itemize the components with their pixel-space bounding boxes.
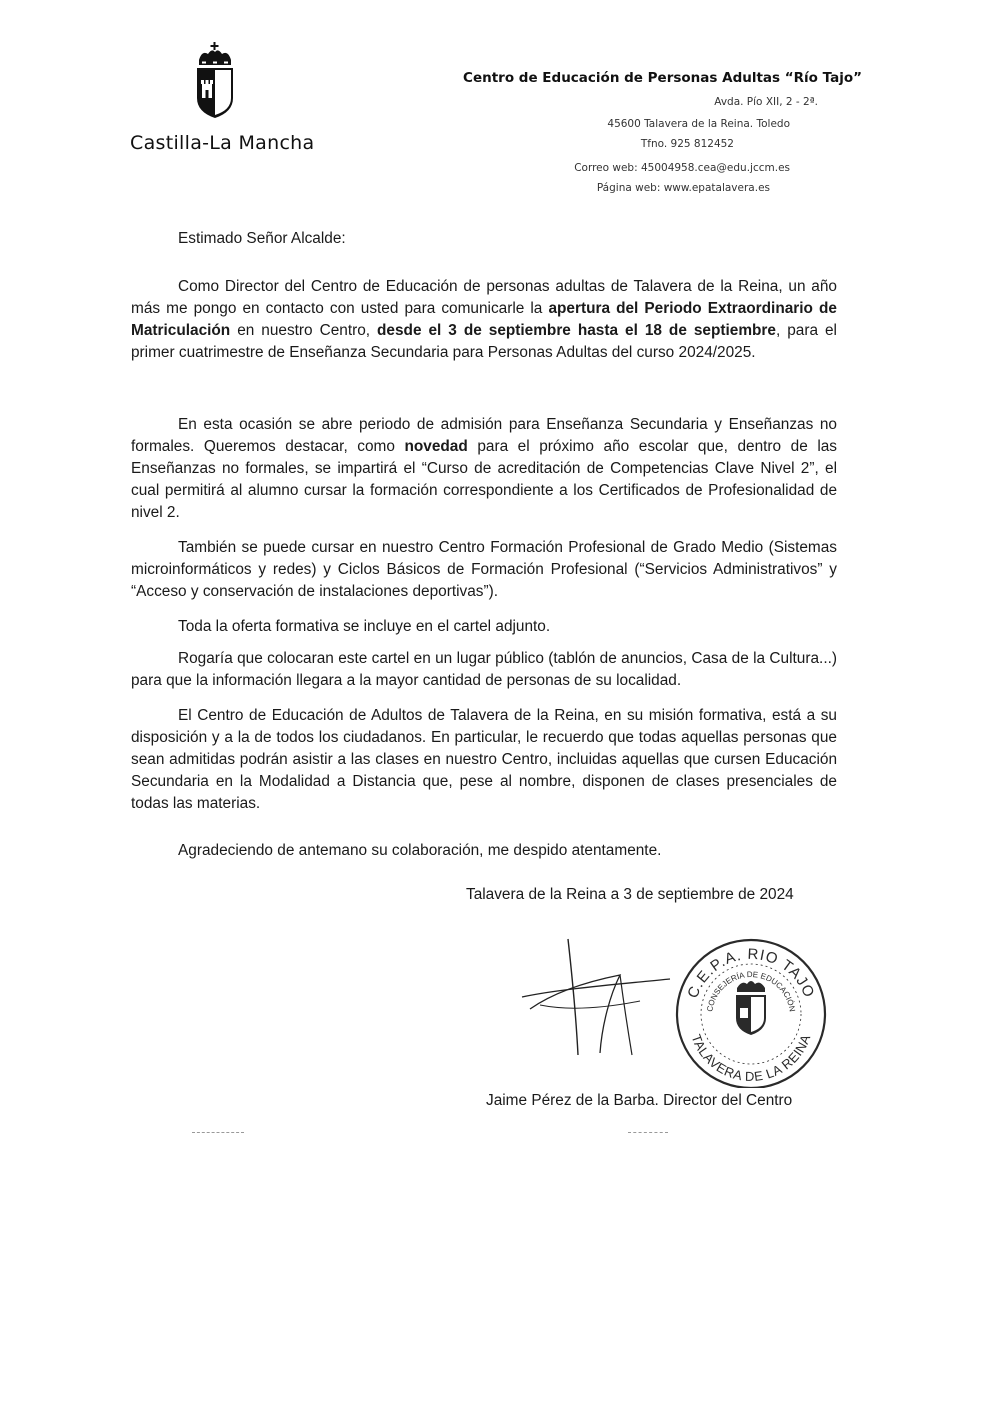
paragraph-text: En esta ocasión se abre periodo de admisión para Enseñanza Secundaria y Enseñanzas no formales. Queremos destacar, como xyxy=(131,416,837,455)
paragraph-closing xyxy=(131,840,837,862)
scan-mark-right xyxy=(628,1132,668,1134)
paragraph-availability xyxy=(131,705,837,815)
emphasis-text: apertura del Periodo Extraordinario de Matriculación xyxy=(131,300,837,339)
paragraph-text: , para el primer cuatrimestre de Enseñanza Secundaria para Personas Adultas del curso 2024/2025. xyxy=(131,322,837,361)
paragraph-text: en nuestro Centro, xyxy=(230,322,378,339)
stamp-inner-text: CONSEJERÍA DE EDUCACIÓN xyxy=(705,969,797,1013)
castle-coat-of-arms-icon xyxy=(192,40,238,120)
paragraph-poster-text: Toda la oferta formativa se incluye en el cartel adjunto. xyxy=(178,618,551,635)
address-line: Avda. Pío XII, 2 - 2ª. xyxy=(714,96,818,108)
letterhead xyxy=(422,70,862,194)
letter-date: Talavera de la Reina a 3 de septiembre de 2024 xyxy=(466,886,794,903)
stamp-bottom-text: TALAVERA DE LA REINA xyxy=(688,1032,814,1084)
paragraph-text: para el próximo año escolar que, dentro de las Enseñanzas no formales, se impartirá el “Curso de acreditación de Competencias Clave Nivel 2”, el cual permitirá al alumno cursar la formación correspondiente a los Certificados de Profesionalidad de nivel 2. xyxy=(131,438,837,521)
city-line: 45600 Talavera de la Reina. Toledo xyxy=(607,118,790,130)
emphasis-text: desde el 3 de septiembre hasta el 18 de septiembre xyxy=(377,322,776,339)
paragraph-admission xyxy=(131,414,837,524)
stamp-crest-icon xyxy=(736,981,766,1035)
official-stamp xyxy=(672,938,830,1088)
paragraph-request-text: Rogaría que colocaran este cartel en un lugar público (tablón de anuncios, Casa de la Cultura...) para que la información llegara a la mayor cantidad de personas de su localidad. xyxy=(131,650,837,689)
organization-name: Centro de Educación de Personas Adultas “Río Tajo” xyxy=(463,70,862,86)
scan-mark-left xyxy=(192,1132,244,1134)
svg-text:TALAVERA DE LA REINA xyxy=(689,1032,814,1084)
emphasis-text: novedad xyxy=(404,438,468,455)
email-line: Correo web: 45004958.cea@edu.jccm.es xyxy=(574,162,790,174)
stamp-top-text: C.E.P.A. RIO TAJO xyxy=(684,945,818,1001)
paragraph-closing-text: Agradeciendo de antemano su colaboración, me despido atentamente. xyxy=(178,842,662,859)
signer-name: Jaime Pérez de la Barba. Director del Centro xyxy=(486,1092,793,1109)
paragraph-vocational-text: También se puede cursar en nuestro Centro Formación Profesional de Grado Medio (Sistemas microinformáticos y redes) y Ciclos Básicos de Formación Profesional (“Servicios Administrativos” y “Acceso y conservación de instalaciones deportivas”). xyxy=(131,539,837,600)
paragraph-availability-text: El Centro de Educación de Adultos de Talavera de la Reina, en su misión formativa, está a su disposición y a la de todos los ciudadanos. En particular, le recuerdo que todas aquellas personas que sean admitidas podrán asistir a las clases en nuestro Centro, incluidas aquellas que cursen Educación Secundaria en la Modalidad a Distancia que, pese al nombre, disponen de clases presenciales de todas las materias. xyxy=(131,707,837,812)
paragraph-vocational xyxy=(131,537,837,603)
phone-line: Tfno. 925 812452 xyxy=(640,138,734,150)
logo-wordmark: Castilla-La Mancha xyxy=(130,132,315,154)
paragraph-enrollment xyxy=(131,276,837,364)
handwritten-signature xyxy=(520,935,690,1065)
paragraph-poster xyxy=(131,616,837,638)
greeting: Estimado Señor Alcalde: xyxy=(178,230,346,247)
paragraph-request xyxy=(131,648,837,692)
paragraph-text: Como Director del Centro de Educación de personas adultas de Talavera de la Reina, un año más me pongo en contacto con usted para comunicarle la xyxy=(131,278,837,317)
website-line: Página web: www.epatalavera.es xyxy=(596,182,770,194)
